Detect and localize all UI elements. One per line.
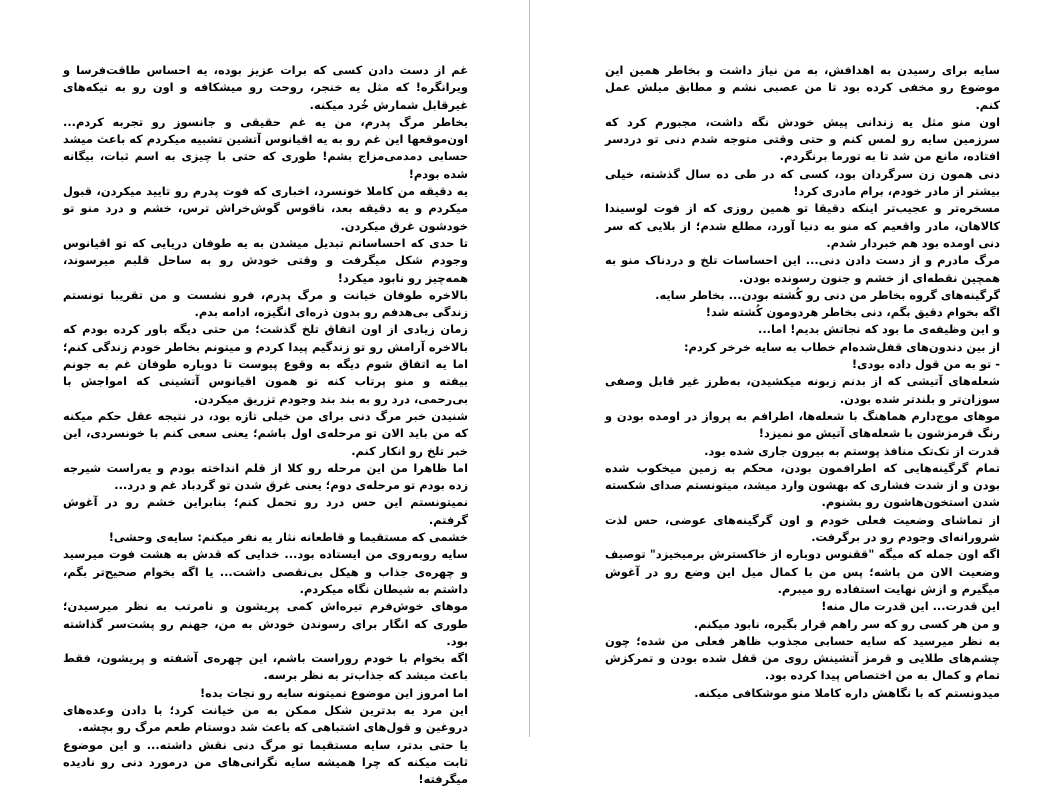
paragraph: اگه بخوام با خودم روراست باشم، این چهره‌ی آشفته و پریشون، فقط باعث میشد که جذاب‌تر به نظر برسه. [63, 651, 468, 683]
paragraph: بالاخره طوفان خیانت و مرگ پدرم، فرو نشست و من تقریبا تونستم زندگی بی‌هدفم رو بدون ذره‌ای انگیزه، ادامه بدم. [63, 287, 468, 320]
paragraph: تمام گرگینه‌هایی که اطرافمون بودن، محکم به زمین میخکوب شده بودن و از شدت فشاری که بهشون وارد میشد، میتونستم صدای شکسته شدن استخون‌هاشون رو بشنوم. [605, 460, 1000, 510]
paragraph: مرگ مادرم و از دست دادن دنی... این احساسات تلخ و دردناک منو به همچین نقطه‌ای از خشم و جنون رسونده بودن. [605, 253, 1000, 285]
paragraph: میدونستم که با نگاهش داره کاملا منو موشکافی میکنه. [694, 685, 1000, 700]
paragraph: اما امروز این موضوع نمیتونه سایه رو نجات بده! [199, 685, 468, 700]
paragraph: اون منو مثل یه زندانی پیش خودش نگه داشت، مجبورم کرد که سرزمین سایه رو لمس کنم و حتی وقتی متوجه شدم دنی تو دردسر افتاده، مانع من شد تا به تورما برنگردم. [605, 114, 1000, 164]
paragraph: این مرد به بدترین شکل ممکن به من خیانت کرد؛ با دادن وعده‌های دروغین و قول‌های اشتباهی که باعث شد دوستام طعم مرگ رو بچشه. [63, 702, 468, 735]
paragraph: شنیدن خبر مرگ دنی برای من خیلی تازه بود، در نتیجه عقل حکم میکنه که من باید الان تو مرحله‌ی اول باشم؛ یعنی سعی کنم با خونسردی، این خبر تلخ رو انکار کنم. [63, 408, 468, 458]
left-page [63, 62, 468, 788]
paragraph: نمیتونستم این حس درد رو تحمل کنم؛ بنابراین خشم رو در آغوش گرفتم. [63, 495, 468, 527]
paragraph: گرگینه‌های گروه بخاطر من دنی رو کُشته بودن... بخاطر سایه. [655, 287, 1000, 302]
paragraph: قدرت از تک‌تک منافذ پوستم به بیرون جاری شده بود. [704, 443, 1000, 458]
right-page [605, 62, 1000, 702]
paragraph: به نظر میرسید که سایه حسابی مجذوب ظاهر فعلی من شده؛ چون چشم‌های طلایی و قرمز آتشینش روی من قفل شده بودن و تمرکزش تمام و کمال به من اختصاص پیدا کرده بود. [605, 633, 1000, 683]
paragraph: این قدرت... این قدرت مال منه! [821, 599, 1000, 614]
paragraph: از تماشای وضعیت فعلی خودم و اون گرگینه‌های عوضی، حس لذت شرورانه‌ای وجودم رو در برگرفت. [605, 512, 1000, 545]
paragraph: - تو به من قول داده بودی! [851, 357, 1000, 372]
paragraph: اما ظاهرا من این مرحله رو کلا از قلم انداخته بودم و یه‌راست شیرجه زده بودم تو مرحله‌ی دوم؛ یعنی غرق شدن تو گردباد غم و درد... [63, 460, 468, 493]
paragraph: شعله‌های آتیشی که از بدنم زبونه میکشیدن، بەطرز غیر قابل وصفی سوزان‌تر و بلندتر شده بودن. [605, 374, 1000, 406]
paragraph: یه دقیقه من کاملا خونسرد، اخباری که فوت پدرم رو تایید میکردن، قبول میکردم و یه دقیقه بعد، ناقوس گوش‌خراش ترس، خشم و درد منو تو خودشون غرق میکردن. [63, 184, 468, 233]
paragraph: زمان زیادی از اون اتفاق تلخ گذشت؛ من حتی دیگه باور کرده بودم که بالاخره آرامش رو تو زندگیم پیدا کردم و میتونم بخاطر خودم زندگی کنم؛ اما یه اتفاق شوم دیگه به وقوع پیوست تا دوباره طوفان غم به جونم بیفته و منو پرتاب کنه تو همون اقیانوس آتشینی که امواجش با بی‌رحمی، درد رو به بند بند وجودم تزریق میکردن. [63, 322, 468, 406]
paragraph: موهای خوش‌فرم تیره‌اش کمی پریشون و نامرتب به نظر میرسیدن؛ طوری که انگار برای رسوندن خودش به من، جهنم رو پشت‌سر گذاشته بود. [63, 599, 468, 648]
paragraph: بخاطر مرگ پدرم، من یه غم حقیقی و جانسوز رو تجربه کردم... اون‌موقعها این غم رو به یه اقیانوس آتشین تشبیه میکردم که باعث میشد حسابی دمدمی‌مزاج بشم! طوری که حتی با چیزی به اسم ثبات، بیگانه شده بودم! [63, 114, 468, 181]
paragraph: و این وظیفه‌ی ما بود که نجاتش بدیم! اما... [758, 322, 1000, 337]
paragraph: دنی همون زن سرگردان بود، کسی که در طی ده سال گذشته، خیلی بیشتر از مادر خودم، برام مادری کرد! [605, 166, 1000, 199]
paragraph: از بین دندون‌های قفل‌شده‌ام خطاب به سایه خرخر کردم: [684, 339, 1000, 354]
paragraph: اگه بخوام دقیق بگم، دنی بخاطر هردومون کُشته شد! [705, 305, 1000, 320]
paragraph: مسخره‌تر و عجیب‌تر اینکه دقیقا تو همین روزی که از فوت لوسیندا کالاهان، مادر واقعیم که منو به دنیا آورد، مطلع شدم؛ از بلایی که سر دنی اومده بود هم خبردار شدم. [605, 201, 1000, 250]
paragraph: سایه روبه‌روی من ایستاده بود... خدایی که قدش به هشت فوت میرسید و چهره‌ی جذاب و هیکل بی‌نقصی داشت... یا اگه بخوام صحیح‌تر بگم، داشتم به شیطان نگاه میکردم. [63, 547, 468, 596]
paragraph: یا حتی بدتر، سایه مستقیما تو مرگ دنی نقش داشته... و این موضوع ثابت میکنه که چرا همیشه سایه نگرانی‌های من درمورد دنی رو نادیده میگرفته! [63, 737, 468, 787]
page-divider [529, 0, 530, 737]
paragraph: و من هر کسی رو که سر راهم قرار بگیره، نابود میکنم. [693, 616, 1000, 631]
paragraph: موهای موج‌دارم هماهنگ با شعله‌ها، اطرافم به پرواز در اومده بودن و رنگ قرمزشون با شعله‌های آتیش مو نمیزد! [605, 408, 1000, 441]
paragraph: خشمی که مستقیما و قاطعانه نثار یه نفر میکنم: سایه‌ی وحشی! [108, 530, 468, 545]
paragraph: غم از دست دادن کسی که برات عزیز بوده، یه احساس طاقت‌فرسا و ویرانگره! که مثل یه خنجر، روحت رو میشکافه و اون رو به تیکه‌های غیرقابل شمارش خُرد میکنه. [63, 63, 468, 112]
paragraph: اگه اون جمله که میگه "ققنوس دوباره از خاکسترش برمیخیزد" توصیف وضعیت الان من باشه؛ پس من با کمال میل این وضع رو در آغوش میگیرم و ازش نهایت استفاده رو میبرم. [605, 547, 1000, 596]
paragraph: تا حدی که احساساتم تبدیل میشدن به یه طوفان دریایی که تو اقیانوس وجودم شکل میگرفت و وقتی خودش رو به ساحل قلبم میرسوند، همه‌چیز رو نابود میکرد! [63, 235, 468, 285]
paragraph: سایه برای رسیدن به اهدافش، به من نیاز داشت و بخاطر همین این موضوع رو مخفی کرده بود تا من عصبی نشم و مطابق میلش عمل کنم. [605, 63, 1000, 112]
